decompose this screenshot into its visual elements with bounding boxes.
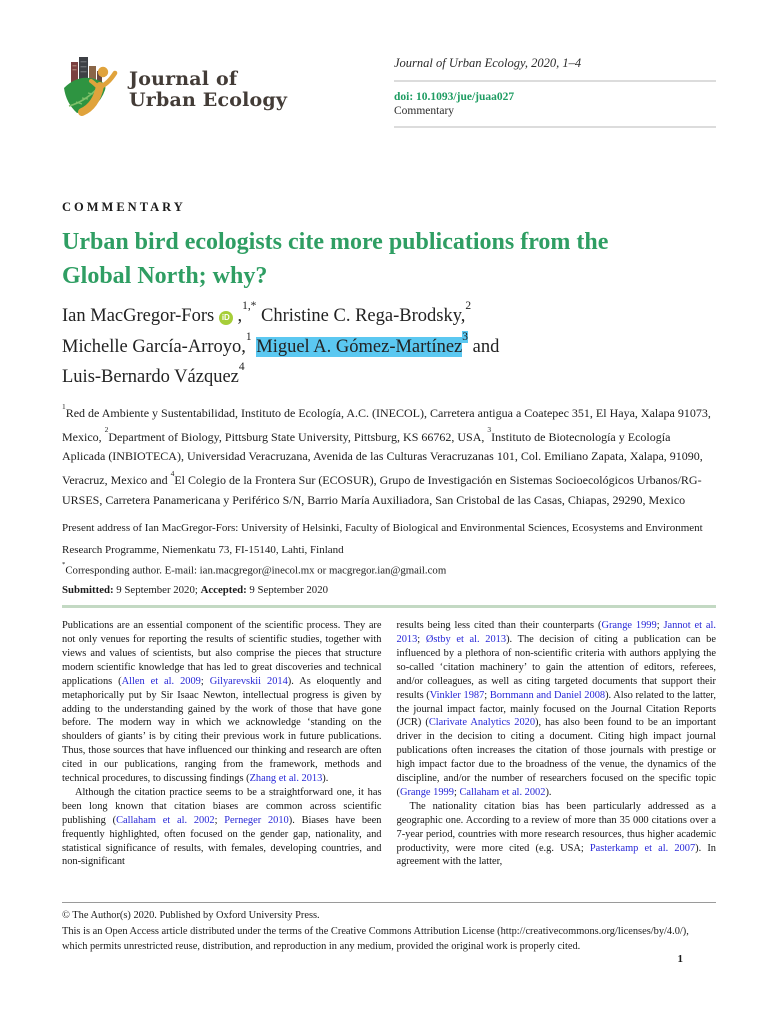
citation-link[interactable]: Callaham et al. 2002: [116, 814, 215, 826]
orcid-icon[interactable]: iD: [219, 311, 233, 325]
body-paragraph: Although the citation practice seems to be a straightforward one, it has been long known that citation biases are common across scientific publishing (Callaham et al. 2002; Perneger 2010). Biases have been frequently highlighted, often focused on the gender gap, nationality, and statistical significance of results, with females, developing countries, and non-significant: [62, 786, 382, 868]
body-paragraph: results being less cited than their counterparts (Grange 1999; Jannot et al. 2013; Østby et al. 2013). The decision of citing a publication can be influenced by a plethora of non-scientific criteria with authors applying the so-called ‘citation machinery’ to gain the attention of editors, referees, and/or colleagues, as well as citing targeted documents that support their results (Vinkler 1987; Bornmann and Daniel 2008). Also related to the latter, the journal impact factor, mainly focused on the Journal Citation Reports (JCR) (Clarivate Analytics 2020), has also been found to be an important driver in the decision to citing a document. Citing high impact journal publications often increases the citation of those journals with prestige or high impact factor due to the broadness of the venue, the dynamics of the discipline, and/or the number of researchers focused on the specific topic (Grange 1999; Callaham et al. 2002).: [396, 620, 716, 798]
superscript: 1,*: [242, 299, 257, 312]
citation-link[interactable]: Allen et al. 2009: [121, 675, 201, 687]
bold-label: Accepted:: [200, 584, 247, 597]
page-number: 1: [677, 953, 683, 965]
submission-dates: Submitted: 9 September 2020; Accepted: 9 September 2020: [62, 584, 328, 597]
header-citation-block: [394, 56, 716, 128]
citation-link[interactable]: Jannot et al. 2013: [396, 620, 716, 645]
body-right-column: [397, 619, 717, 926]
article-type-label: Commentary: [394, 105, 455, 117]
section-label: COMMENTARY: [62, 200, 186, 214]
body-left-column: [62, 619, 382, 926]
body-paragraph: Publications are an essential component of the scientific process. They are not only venues for reporting the results of scientific studies, together with views and values of scientists, but also comprise the pieces that structure modern scientific knowledge that has led to great discoveries and technical applications (Allen et al. 2009; Gilyarevskii 2014). As eloquently and metaphorically put by Sir Isaac Newton, intellectual progress is given by adding to the understanding gained by the work of those that have gone before. The modern way in which we acknowledge ‘standing on the shoulders of giants’ is by citing their previous work in future publications. Thus, those sources that have influenced our thinking and research are often cited in our publications, ranging from the framework, methods and technical procedures, to discussing findings (Zhang et al. 2013).: [62, 620, 382, 785]
journal-issue-line: Journal of Urban Ecology, 2020, 1–4: [394, 56, 582, 70]
front-matter-notes: [62, 517, 716, 596]
doi-link[interactable]: doi: 10.1093/jue/juaa027: [394, 91, 515, 103]
citation-link[interactable]: Pasterkamp et al. 2007: [589, 842, 696, 854]
superscript: 1: [245, 330, 252, 343]
bold-label: Submitted:: [62, 584, 114, 597]
page-header: [62, 56, 716, 128]
citation-link[interactable]: Bornmann and Daniel 2008: [489, 689, 606, 701]
citation-link[interactable]: Clarivate Analytics 2020: [428, 717, 536, 729]
citation-link[interactable]: Grange 1999: [601, 620, 657, 632]
journal-logo-icon: [62, 56, 120, 123]
front-matter-divider: [62, 605, 716, 608]
present-address-note: Present address of Ian MacGregor-Fors: University of Helsinki, Faculty of Biological and Environmental Sciences, Ecosystems and Environment Research Programme, Niemenkatu 73, FI-15140, Lahti, Finland: [62, 522, 703, 557]
page-footer: [62, 902, 716, 955]
superscript: 1: [62, 401, 66, 411]
license-line: This is an Open Access article distributed under the terms of the Creative Commons Attribution License (http://creativecommons.org/licenses/by/4.0/), which permits unrestricted reuse, distribution, and reproduction in any medium, provided the original work is properly cited.: [62, 925, 689, 952]
citation-link[interactable]: Grange 1999: [399, 786, 454, 798]
citation-link[interactable]: Perneger 2010: [224, 814, 289, 826]
citation-link[interactable]: Callaham et al. 2002: [459, 786, 546, 798]
highlighted-superscript: 3: [462, 330, 468, 343]
corresponding-author-note: *Corresponding author. E-mail: ian.macgregor@inecol.mx or macgregor.ian@gmail.com: [62, 561, 447, 578]
superscript: *: [62, 561, 66, 569]
article-body: [62, 619, 716, 926]
article-title: Urban bird ecologists cite more publications from the Global North; why?: [62, 229, 609, 289]
header-divider-bottom: [394, 126, 716, 128]
author-list: Ian MacGregor-Fors iD ,$^{1,*}$ Christine C. Rega-Brodsky,$^2$ Michelle García-Arroyo,$^1$ Miguel A. Gómez-Martínez$^3$ and Luis-Bernardo Vázquez$^4$: [62, 299, 500, 388]
journal-logo: [62, 56, 287, 123]
body-paragraph: The nationality citation bias has been particularly addressed as a geographic one. According to a review of more than 35 000 citations over a 7-year period, countries with more research resources, thus higher academic productivity, were more cited (e.g. USA; Pasterkamp et al. 2007). In agreement with the latter,: [396, 800, 716, 868]
superscript: 4: [170, 468, 175, 478]
highlighted-text: Miguel A. Gómez-Martínez: [256, 336, 463, 357]
citation-link[interactable]: Vinkler 1987: [429, 689, 485, 701]
superscript: 2: [104, 425, 109, 435]
affiliations: $^1$Red de Ambiente y Sustentabilidad, Instituto de Ecología, A.C. (INECOL), Carretera antigua a Coatepec 351, El Haya, Xalapa 91073, Mexico, $^2$Department of Biology, Pittsburg State University, Pittsburg, KS 66762, USA, $^3$Instituto de Biotecnología y Ecología Aplicada (INBIOTECA), Universidad Veracruzana, Avenida de las Culturas Veracruzanas 101, Col. Emiliano Zapata, Xalapa, 91090, Veracruz, Mexico and $^4$El Colegio de la Frontera Sur (ECOSUR), Grupo de Investigación en Sistemas Socioecológicos Urbanos/RG-URSES, Carretera Panamericana y Periférico S/N, Barrio María Auxiliadora, San Cristobal de las Casas, Chiapas, 29290, Mexico: [62, 401, 711, 507]
citation-link[interactable]: Zhang et al. 2013: [249, 773, 323, 785]
superscript: 3: [487, 425, 492, 435]
superscript: 4: [238, 361, 245, 374]
copyright-line: © The Author(s) 2020. Published by Oxford University Press.: [62, 910, 320, 921]
citation-link[interactable]: Østby et al. 2013: [425, 633, 507, 645]
superscript: 2: [465, 299, 472, 312]
footer-divider: [62, 902, 716, 903]
citation-link[interactable]: Gilyarevskii 2014: [209, 675, 288, 687]
journal-logo-name: Journal of Urban Ecology: [129, 67, 288, 111]
header-divider-top: [394, 80, 716, 82]
